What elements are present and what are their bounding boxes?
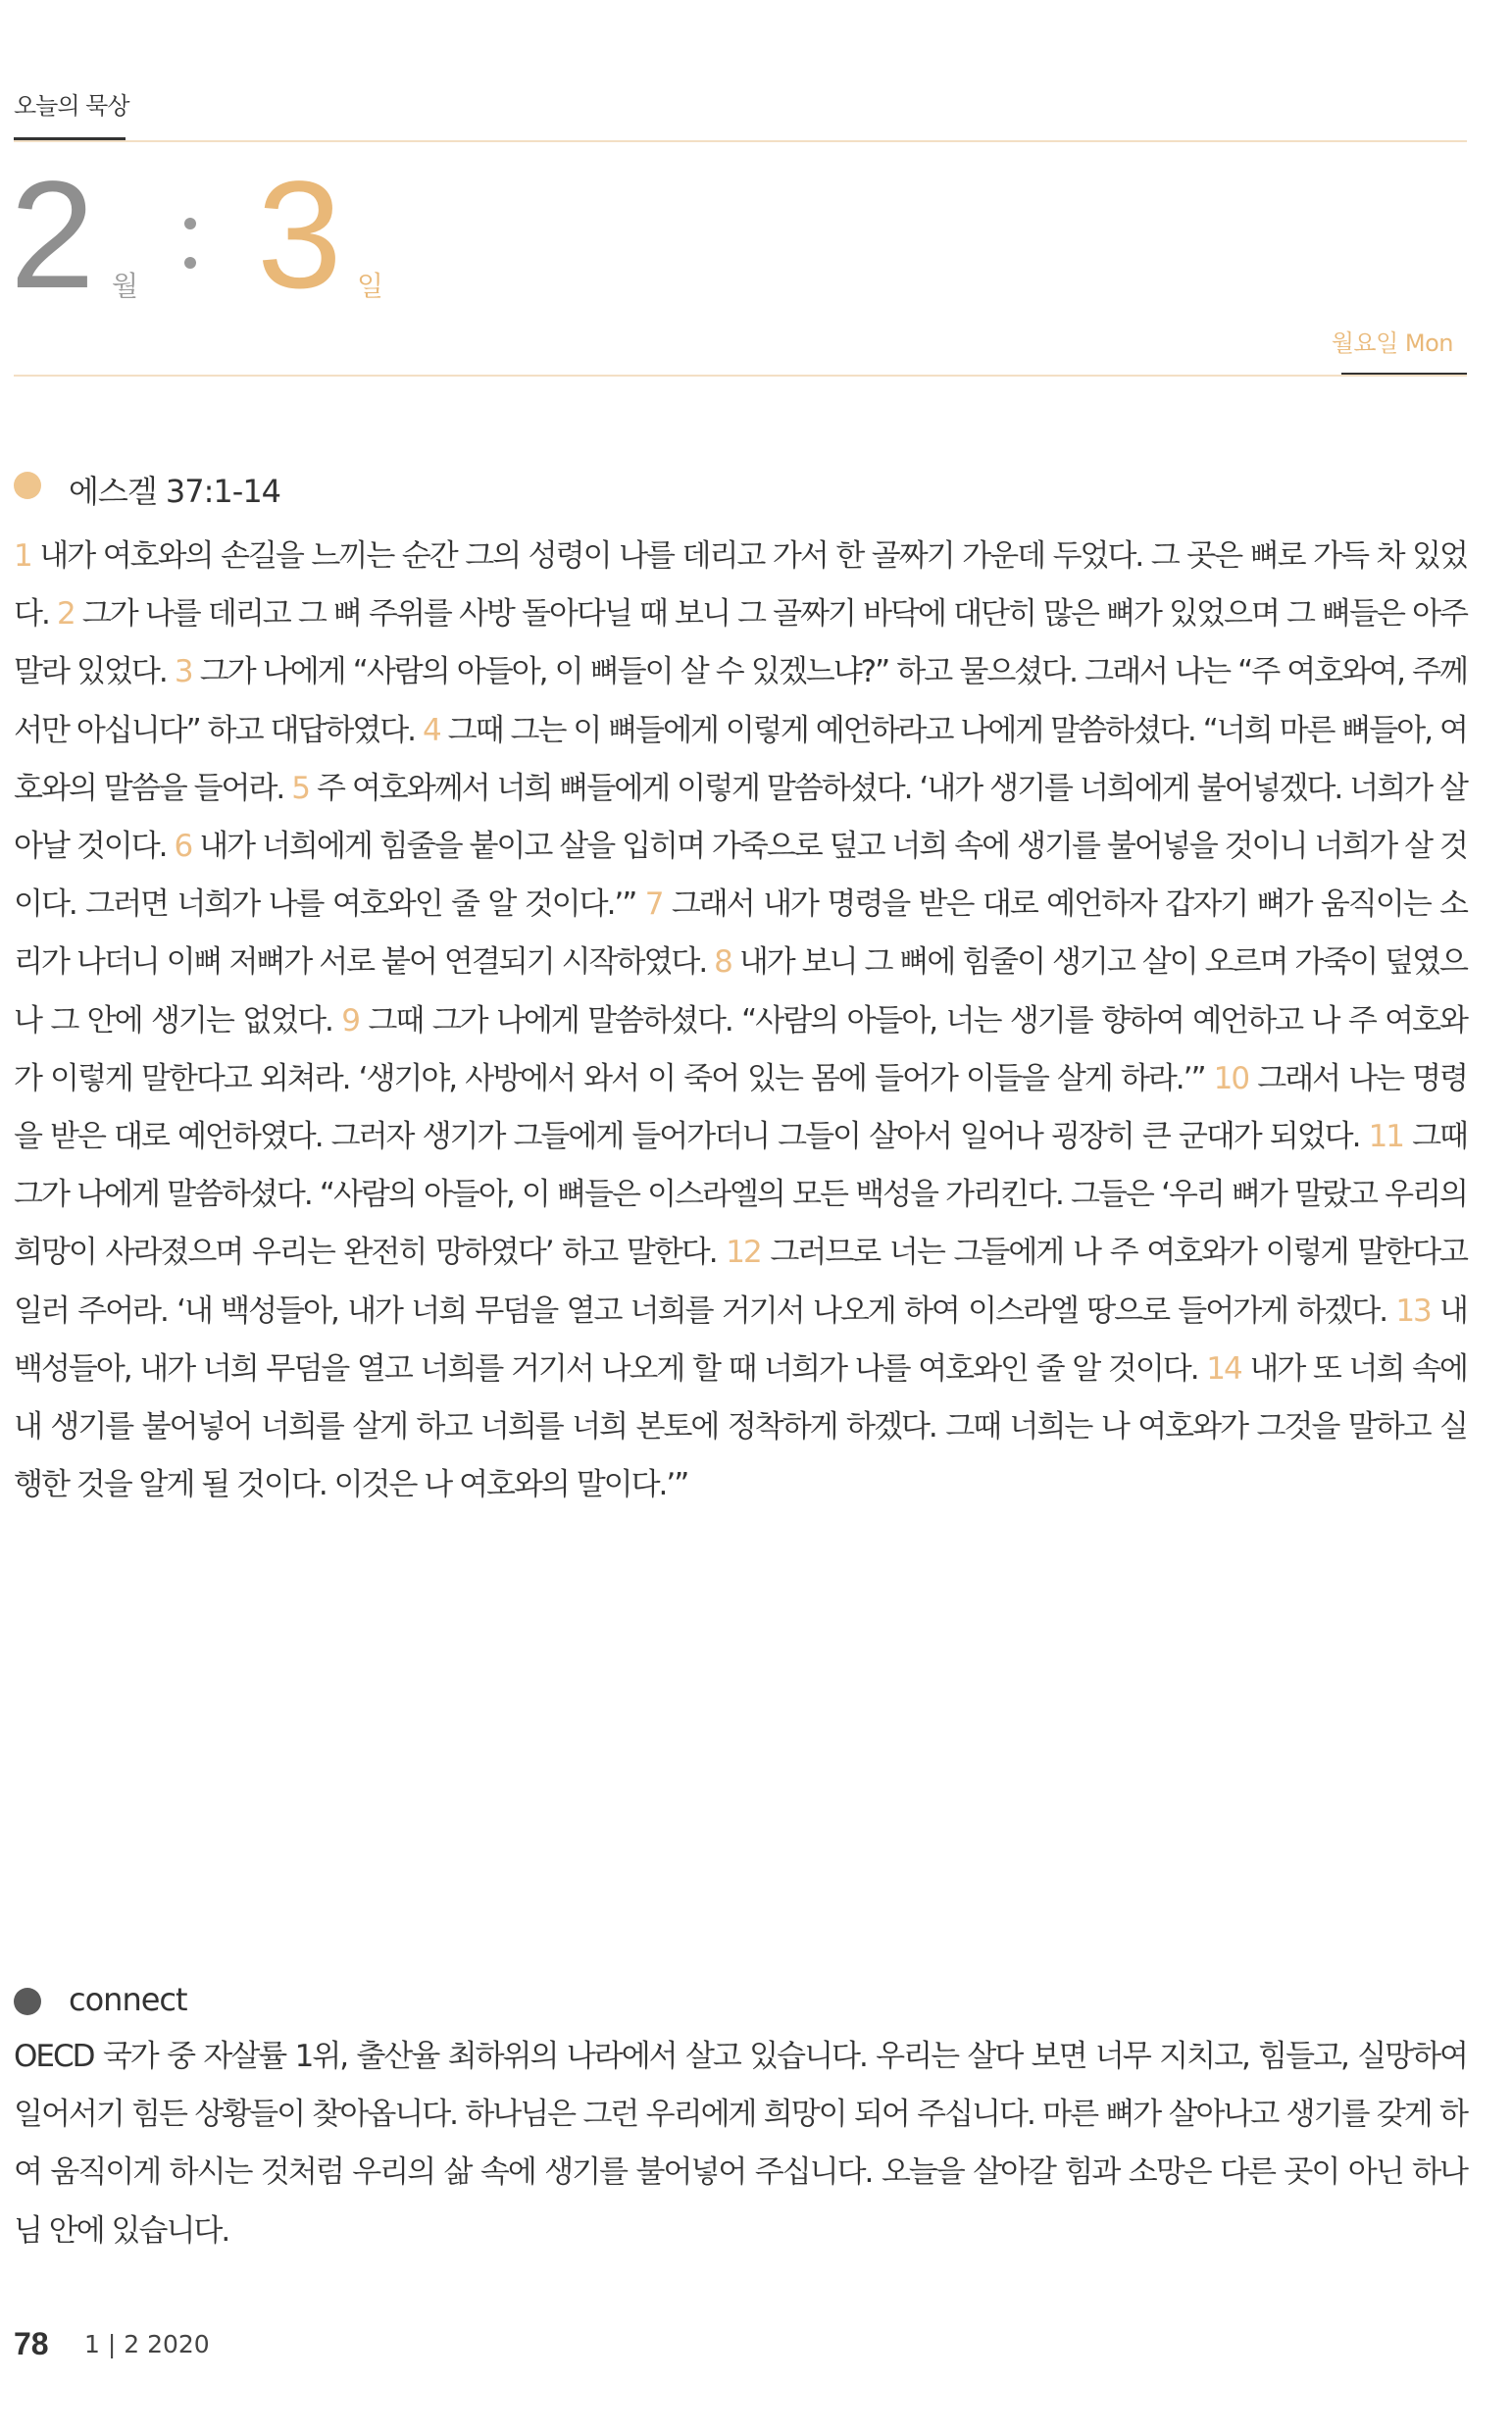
verse-text: 그가 나를 데리고 그 뼈 주위를 사방 돌아다닐 때 보니 그 골짜기 바닥에 대단히 많은 뼈가 있었으며 그 뼈들은 아주 말라 있었다. — [14, 596, 1467, 690]
weekday-label: 월요일 Mon — [1331, 329, 1453, 357]
connect-heading: connect — [69, 1981, 187, 2018]
verse-text: 내가 또 너희 속에 내 생기를 불어넣어 너희를 살게 하고 너희를 너희 본토에 정착하게 하겠다. 그때 너희는 나 여호와가 그것을 말하고 실행한 것을 알게 될 것이다. 이것은 나 여호와의 말이다.’” — [14, 1350, 1467, 1503]
verse-number: 8 — [714, 944, 731, 981]
verse-number: 10 — [1213, 1060, 1249, 1096]
issue-date: 1 | 2 2020 — [84, 2330, 210, 2358]
connect-body: OECD 국가 중 자살률 1위, 출산율 최하위의 나라에서 살고 있습니다. 우리는 살다 보면 너무 지치고, 힘들고, 실망하여 일어서기 힘든 상황들이 찾아옵니다. 하나님은 그런 우리에게 희망이 되어 주십니다. 마른 뼈가 살아나고 생기를 갖게 하여 움직이게 하시는 것처럼 우리의 삶 속에 생기를 불어넣어 주십니다. 오늘을 살아갈 힘과 소망은 다른 곳이 아닌 하나님 안에 있습니다. — [14, 2039, 1467, 2249]
verse-number: 6 — [174, 829, 192, 865]
verse-number: 13 — [1395, 1292, 1431, 1329]
verse-number: 12 — [726, 1235, 761, 1271]
verse-text: 그래서 내가 명령을 받은 대로 예언하자 갑자기 뼈가 움직이는 소리가 나더니 이뼈 저뼈가 서로 붙어 연결되기 시작하였다. — [14, 887, 1467, 981]
verse-number: 11 — [1368, 1119, 1404, 1155]
month-number: 2 — [10, 150, 95, 321]
verse-text: 그래서 나는 명령을 받은 대로 예언하였다. 그러자 생기가 그들에게 들어가더니 그들이 살아서 일어나 굉장히 큰 군대가 되었다. — [14, 1060, 1467, 1155]
verse-number: 4 — [422, 712, 440, 748]
section-label: 오늘의 묵상 — [14, 92, 129, 120]
verse-text: 내 백성들아, 내가 너희 무덤을 열고 너희를 거기서 나오게 할 때 너희가 나를 여호와인 줄 알 것이다. — [14, 1292, 1467, 1387]
verse-number: 14 — [1206, 1350, 1241, 1387]
bullet-dot-icon — [14, 1988, 41, 2015]
month-unit: 월 — [112, 270, 139, 302]
verse-text: 그러므로 너는 그들에게 나 주 여호와가 이렇게 말한다고 일러 주어라. ‘내 백성들아, 내가 너희 무덤을 열고 너희를 거기서 나오게 하여 이스라엘 땅으로 들어가게 하겠다. — [14, 1235, 1467, 1329]
verse-number: 3 — [174, 654, 192, 690]
verse-number: 2 — [56, 596, 75, 633]
verse-text: 내가 여호와의 손길을 느끼는 순간 그의 성령이 나를 데리고 가서 한 골짜기 가운데 두었다. 그 곳은 뼈로 가득 차 있었다. — [14, 538, 1467, 633]
verse-text: 주 여호와께서 너희 뼈들에게 이렇게 말씀하셨다. ‘내가 생기를 너희에게 불어넣겠다. 너희가 살아날 것이다. — [14, 770, 1467, 865]
verse-number: 5 — [291, 770, 309, 806]
verse-text: 그때 그가 나에게 말씀하셨다. “사람의 아들아, 너는 생기를 향하여 예언하고 나 주 여호와가 이렇게 말한다고 외쳐라. ‘생기야, 사방에서 와서 이 죽어 있는 몸에 들어가 이들을 살게 하라.’” — [14, 1002, 1467, 1096]
verse-text: 그가 나에게 “사람의 아들아, 이 뼈들이 살 수 있겠느냐?” 하고 물으셨다. 그래서 나는 “주 여호와여, 주께서만 아십니다” 하고 대답하였다. — [14, 654, 1467, 748]
verse-text: 내가 너희에게 힘줄을 붙이고 살을 입히며 가죽으로 덮고 너희 속에 생기를 불어넣을 것이니 너희가 살 것이다. 그러면 너희가 나를 여호와인 줄 알 것이다.’” — [14, 829, 1467, 923]
verse-text: 그때 그가 나에게 말씀하셨다. “사람의 아들아, 이 뼈들은 이스라엘의 모든 백성을 가리킨다. 그들은 ‘우리 뼈가 말랐고 우리의 희망이 사라졌으며 우리는 완전히 망하였다’ 하고 말한다. — [14, 1119, 1468, 1271]
scripture-reference: 에스겔 37:1-14 — [69, 473, 281, 510]
date-separator-colon — [184, 214, 198, 273]
page-number: 78 — [14, 2326, 49, 2361]
verse-number: 7 — [644, 887, 663, 923]
verse-number: 1 — [14, 538, 31, 574]
verse-text: 그때 그는 이 뼈들에게 이렇게 예언하라고 나에게 말씀하셨다. “너희 마른 뼈들아, 여호와의 말씀을 들어라. — [14, 712, 1467, 806]
bullet-dot-icon — [14, 472, 41, 499]
verse-text: 내가 보니 그 뼈에 힘줄이 생기고 살이 오르며 가죽이 덮였으나 그 안에 생기는 없었다. — [14, 944, 1467, 1039]
verse-number: 9 — [341, 1002, 360, 1039]
scripture-passage — [14, 528, 1467, 1514]
day-number: 3 — [257, 150, 342, 321]
header-top-rule — [14, 140, 1467, 142]
header-bottom-rule — [14, 375, 1467, 377]
day-unit: 일 — [357, 270, 384, 302]
